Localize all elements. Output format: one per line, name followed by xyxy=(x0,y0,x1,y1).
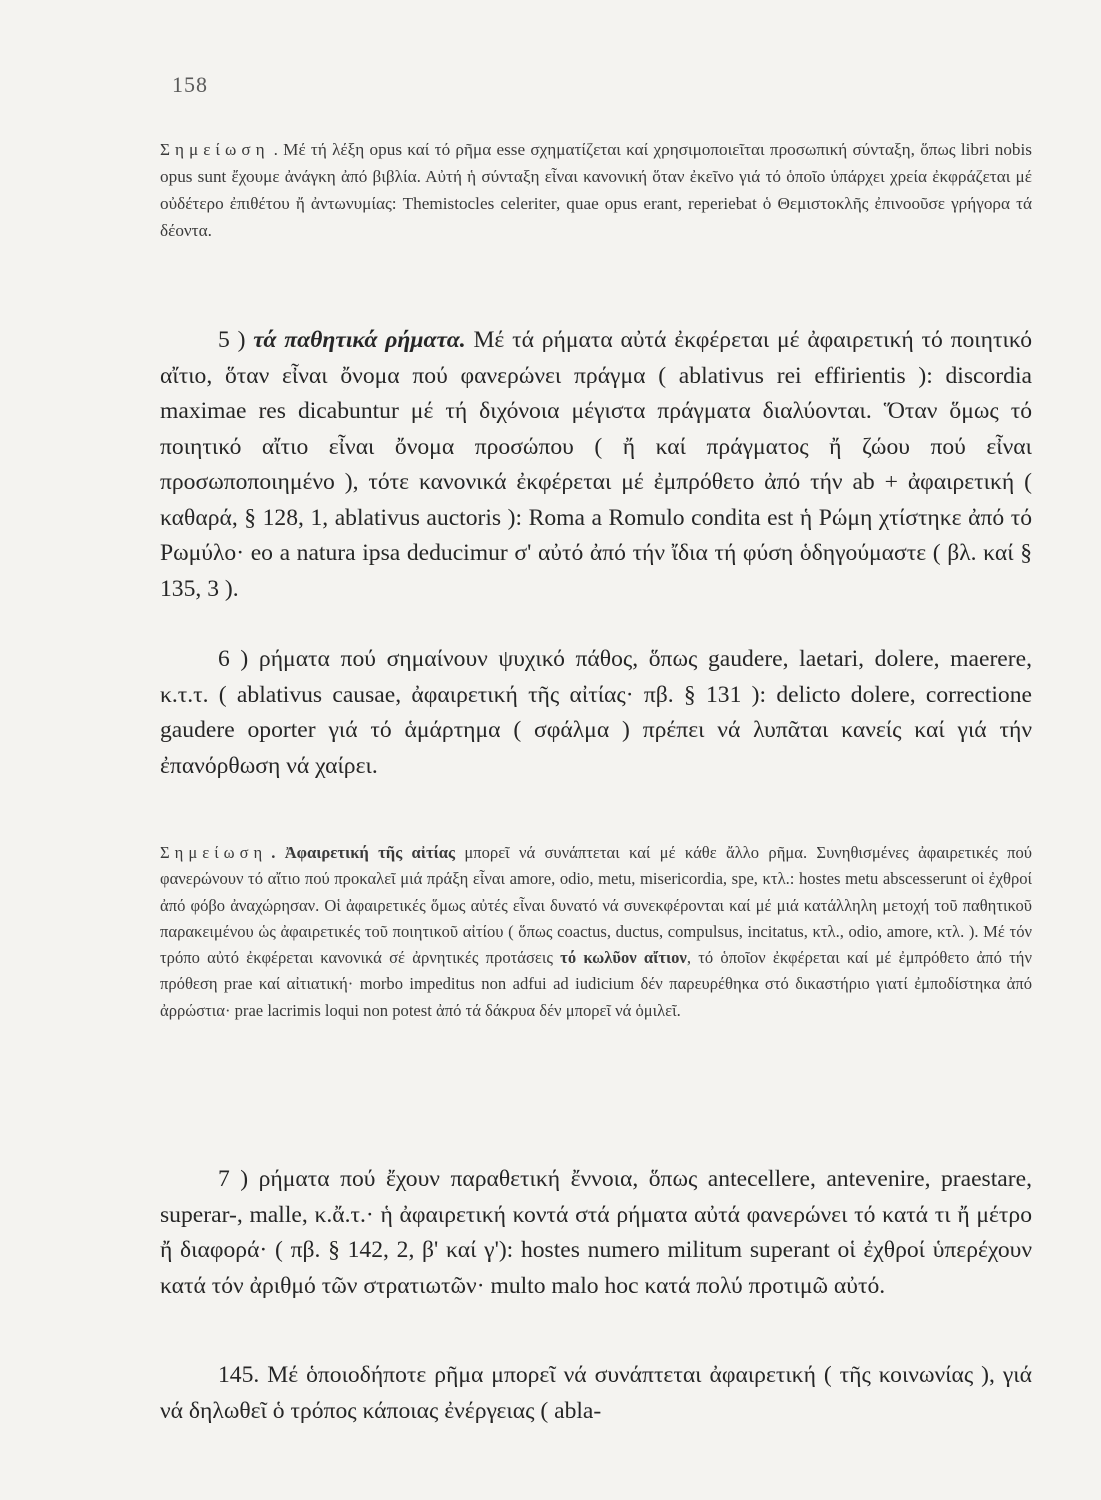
note-lead: Σημείωση xyxy=(160,140,270,159)
paragraph-text: 7 ) ρήματα πού ἔχουν παραθετική ἔννοια, ὅπως antecellere, antevenire, praestare, superar-, malle, κ.ἄ.τ.· ἡ ἀφαιρετική κοντά στά ρήματα αὐτά φανερώνει τό κατά τι ἤ μέτρο ἤ διαφορά· ( πβ. § 142, 2, β' καί γ'): hostes numero militum superant οἱ ἐχθροί ὑπερέχουν κατά τόν ἀριθμό τῶν στρατιωτῶν· multo malo hoc κατά πολύ προτιμῶ αὐτό. xyxy=(160,1166,1032,1299)
paragraph-text: 6 ) ρήματα πού σημαίνουν ψυχικό πάθος, ὅπως gaudere, laetari, dolere, maerere, κ.τ.τ. ( ablativus causae, ἀφαιρετική τῆς αἰτίας· πβ. § 131 ): delicto dolere, correctione gaudere oporter γιά τό ἁμάρτημα ( σφάλμα ) πρέπει νά λυπᾶται κανείς καί γιά τήν ἐπανόρθωση νά χαίρει. xyxy=(160,646,1032,779)
note-text: , τό ὁποῖον ἐκφέρεται καί μέ ἐμπρόθετο ἀπό τήν πρόθεση prae καί αἰτιατική· morbo impeditus non adfui ad iudicium δέν παρευρέθηκα στό δικαστήριο γιατί ἐμποδίστηκα ἀπό ἀρρώστια· prae lacrimis loqui non potest ἀπό τά δάκρυα δέν μπορεῖ νά ὁμιλεῖ. xyxy=(160,948,1032,1020)
page-number: 158 xyxy=(172,72,208,97)
paragraph-text: 145. Μέ ὁποιοδήποτε ρῆμα μπορεῖ νά συνάπτεται ἀφαιρετική ( τῆς κοινωνίας ), γιά νά δηλωθεῖ ὁ τρόπος κάποιας ἐνέργειας ( abla- xyxy=(160,1362,1032,1424)
paragraph-145 xyxy=(160,1358,1032,1429)
note-text: . Μέ τή λέξη opus καί τό ρῆμα esse σχηματίζεται καί χρησιμοποιεῖται προσωπική σύνταξη, ὅπως libri nobis opus sunt ἔχουμε ἀνάγκη ἀπό βιβλία. Αὐτή ἡ σύνταξη εἶναι κανονική ὅταν ἐκεῖνο γιά τό ὁποῖο ὑπάρχει χρεία ἐκφράζεται μέ οὐδέτερο ἐπιθέτου ἤ ἀντωνυμίας: Themistocles celeriter, quae opus erant, reperiebat ὁ Θεμιστοκλῆς ἐπινοοῦσε γρήγορα τά δέοντα. xyxy=(160,140,1032,240)
paragraph-7 xyxy=(160,1162,1032,1304)
paragraph-text: Μέ τά ρήματα αὐτά ἐκφέρεται μέ ἀφαιρετική τό ποιητικό αἴτιο, ὅταν εἶναι ὄνομα πού φανερώνει πράγμα ( ablativus rei effirientis ): discordia maximae res dicabuntur μέ τή διχόνοια μέγιστα πράγματα διαλύονται. Ὅταν ὅμως τό ποιητικό αἴτιο εἶναι ὄνομα προσώπου ( ἤ καί πράγματος ἤ ζώου πού εἶναι προσωποποιημένο ), τότε κανονικά ἐκφέρεται μέ ἐμπρόθετο ἀπό τήν ab + ἀφαιρετική ( καθαρά, § 128, 1, ablativus auctoris ): Roma a Romulo condita est ἡ Ρώμη χτίστηκε ἀπό τό Ρωμύλο· eo a natura ipsa deducimur σ' αὐτό ἀπό τήν ἴδια τή φύση ὁδηγούμαστε ( βλ. καί § 135, 3 ). xyxy=(160,327,1032,602)
item-number: 5 ) xyxy=(218,327,246,353)
paragraph-5 xyxy=(160,323,1032,607)
note-bold-term: τό κωλῦον αἴτιον xyxy=(560,948,687,968)
item-heading: τά παθητικά ρήματα. xyxy=(253,327,466,353)
note-bold-term: . Ἀφαιρετική τῆς αἰτίας xyxy=(271,843,456,862)
note-lead: Σημείωση xyxy=(160,843,268,862)
note-block xyxy=(160,840,1032,1024)
note-block xyxy=(160,136,1032,244)
note-text: μπορεῖ νά συνάπτεται καί μέ κάθε ἄλλο ρῆμα. Συνηθισμένες ἀφαιρετικές πού φανερώνουν τό αἴτιο πού προκαλεῖ μιά πράξη εἶναι amore, odio, metu, misericordia, spe, κτλ.: hostes metu abscesserunt οἱ ἐχθροί ἀπό φόβο ἀναχώρησαν. Οἱ ἀφαιρετικές ὅμως αὐτές εἶναι δυνατό νά συνεκφέρονται καί μέ μιά κατάλληλη μετοχή τοῦ παθητικοῦ παρακειμένου ὡς ἀφαιρετικές τοῦ ποιητικοῦ αἰτίου ( ὅπως coactus, ductus, compulsus, incitatus, κτλ., odio, amore, κτλ. ). Μέ τόν τρόπο αὐτό ἐκφέρεται κανονικά σέ ἀρνητικές προτάσεις xyxy=(160,843,1032,968)
paragraph-6 xyxy=(160,642,1032,784)
